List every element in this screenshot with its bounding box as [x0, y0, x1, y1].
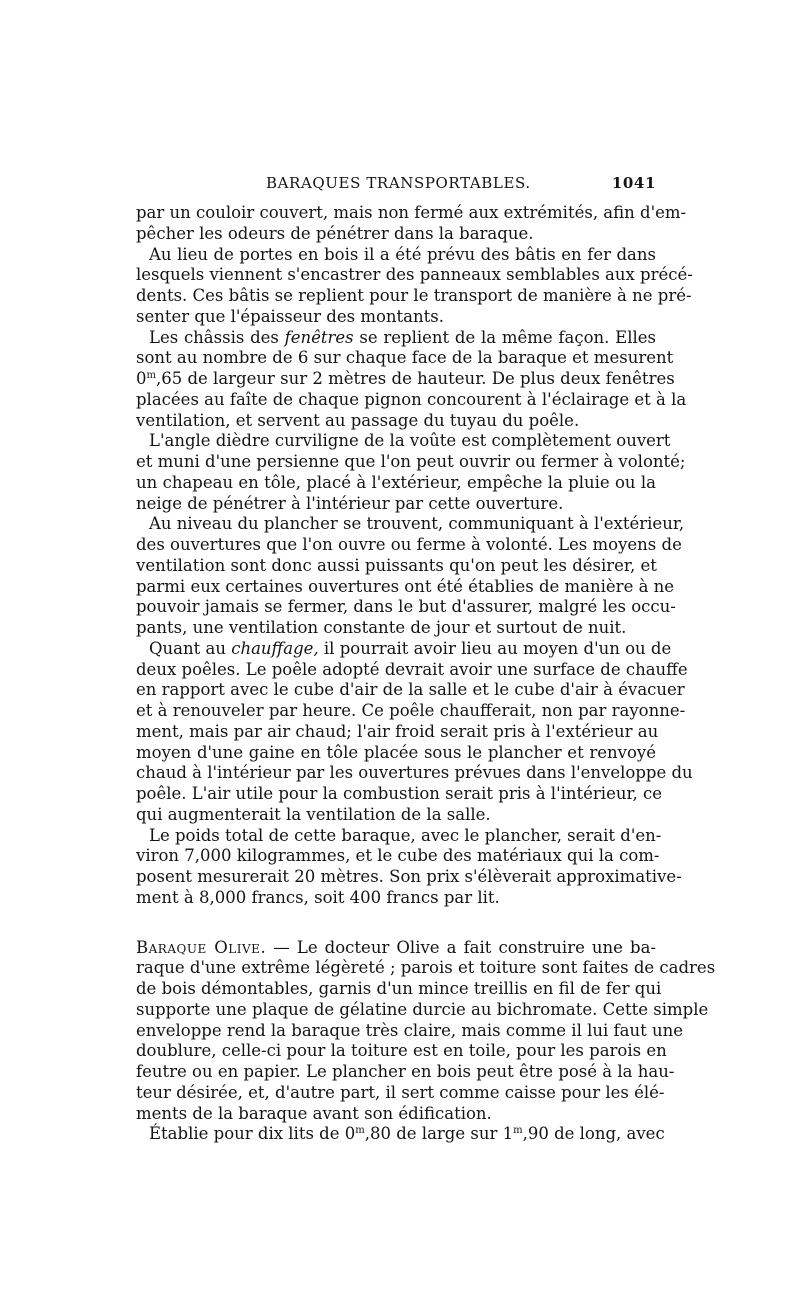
text-line: Le poids total de cette baraque, avec le plancher, serait d'en-: [149, 825, 662, 845]
text-segment: ,65 de largeur sur 2 mètres de hauteur. De plus deux fenêtres: [155, 369, 675, 388]
body-text: [136, 203, 716, 1145]
text-line: ment à 8,000 francs, soit 400 francs par lit.: [136, 887, 500, 907]
text-line: moyen d'une gaine en tôle placée sous le plancher et renvoyé: [136, 742, 656, 762]
text-line: teur désirée, et, d'autre part, il sert comme caisse pour les élé-: [136, 1082, 665, 1102]
section-gap: [136, 909, 656, 938]
text-line: ments de la baraque avant son édification.: [136, 1103, 492, 1123]
text-line: [136, 638, 672, 660]
unit-superscript: m: [513, 1125, 523, 1137]
text-line: ment, mais par air chaud; l'air froid serait pris à l'extérieur au: [136, 721, 659, 741]
text-line: qui augmenterait la ventilation de la salle.: [136, 804, 491, 824]
text-line: posent mesurerait 20 mètres. Son prix s'élèverait approximative-: [136, 867, 682, 886]
text-line: doublure, celle-ci pour la toiture est en toile, pour les parois en: [136, 1041, 667, 1061]
text-line: pouvoir jamais se fermer, dans le but d'assurer, malgré les occu-: [136, 597, 676, 617]
text-line: deux poêles. Le poêle adopté devrait avoir une surface de chauffe: [136, 659, 688, 679]
text-line: [136, 328, 656, 349]
text-line: chaud à l'intérieur par les ouvertures prévues dans l'enveloppe du: [136, 763, 693, 783]
text-line: en rapport avec le cube d'air de la salle et le cube d'air à évacuer: [136, 680, 685, 700]
text-segment: ,80 de large sur 1: [364, 1124, 514, 1144]
text-line: L'angle dièdre curviligne de la voûte est complètement ouvert: [149, 431, 671, 451]
section-heading: Baraque Olive.: [136, 937, 267, 957]
text-line: par un couloir couvert, mais non fermé aux extrémités, afin d'em-: [136, 203, 687, 222]
text-line: placées au faîte de chaque pignon concourent à l'éclairage et à la: [136, 389, 687, 409]
text-line: pêcher les odeurs de pénétrer dans la baraque.: [136, 223, 534, 243]
fenetres-term: fenêtres: [284, 327, 354, 347]
text-line: ventilation, et servent au passage du tuyau du poêle.: [136, 410, 580, 430]
text-line: neige de pénétrer à l'intérieur par cette ouverture.: [136, 493, 564, 513]
text-line: poêle. L'air utile pour la combustion serait pris à l'intérieur, ce: [136, 784, 663, 803]
text-line: pants, une ventilation constante de jour et surtout de nuit.: [136, 618, 627, 637]
running-head: [136, 174, 656, 198]
text-segment: Les châssis des: [149, 327, 279, 347]
text-line: un chapeau en tôle, placé à l'extérieur, empêche la pluie ou la: [136, 472, 656, 492]
text-line: dents. Ces bâtis se replient pour le transport de manière à ne pré-: [136, 286, 692, 305]
text-segment: se replient de la même façon. Elles: [359, 327, 656, 347]
text-line: [136, 369, 675, 390]
text-segment: il pourrait avoir lieu au moyen d'un ou de: [323, 638, 672, 658]
text-line: senter que l'épaisseur des montants.: [136, 306, 444, 326]
text-line: et à renouveler par heure. Ce poêle chaufferait, non par rayonne-: [136, 701, 686, 720]
text-segment: 0: [136, 369, 147, 388]
text-line: lesquels viennent s'encastrer des panneaux semblables aux précé-: [136, 265, 693, 285]
text-line: [136, 1124, 665, 1145]
text-line: viron 7,000 kilogrammes, et le cube des matériaux qui la com-: [136, 846, 660, 866]
text-segment: ,90 de long, avec: [522, 1124, 665, 1144]
text-line: et muni d'une persienne que l'on peut ouvrir ou fermer à volonté;: [136, 452, 686, 471]
text-line: raque d'une extrême légèreté ; parois et toiture sont faites de cadres: [136, 958, 716, 978]
page-number: 1041: [611, 174, 656, 192]
text-line: ventilation sont donc aussi puissants qu'on peut les désirer, et: [136, 555, 657, 575]
text-line: de bois démontables, garnis d'un mince treillis en fil de fer qui: [136, 979, 662, 998]
text-line: feutre ou en papier. Le plancher en bois peut être posé à la hau-: [136, 1062, 675, 1081]
text-line: Au niveau du plancher se trouvent, communiquant à l'extérieur,: [149, 514, 685, 534]
unit-superscript: m: [355, 1125, 365, 1137]
text-segment: Établie pour dix lits de 0: [149, 1124, 356, 1144]
text-segment: Quant au: [149, 638, 226, 658]
text-line: Au lieu de portes en bois il a été prévu des bâtis en fer dans: [149, 244, 656, 264]
text-line: supporte une plaque de gélatine durcie au bichromate. Cette simple: [136, 999, 709, 1019]
running-title: BARAQUES TRANSPORTABLES.: [266, 174, 531, 192]
text-line: sont au nombre de 6 sur chaque face de la baraque et mesurent: [136, 348, 674, 368]
text-line: [136, 938, 656, 959]
chauffage-term: chauffage,: [231, 638, 319, 658]
unit-superscript: m: [146, 370, 156, 381]
text-line: enveloppe rend la baraque très claire, mais comme il lui faut une: [136, 1020, 683, 1040]
text-line: des ouvertures que l'on ouvre ou ferme à volonté. Les moyens de: [136, 535, 682, 554]
text-segment: — Le docteur Olive a fait construire une ba-: [273, 937, 657, 957]
text-line: parmi eux certaines ouvertures ont été établies de manière à ne: [136, 576, 675, 596]
